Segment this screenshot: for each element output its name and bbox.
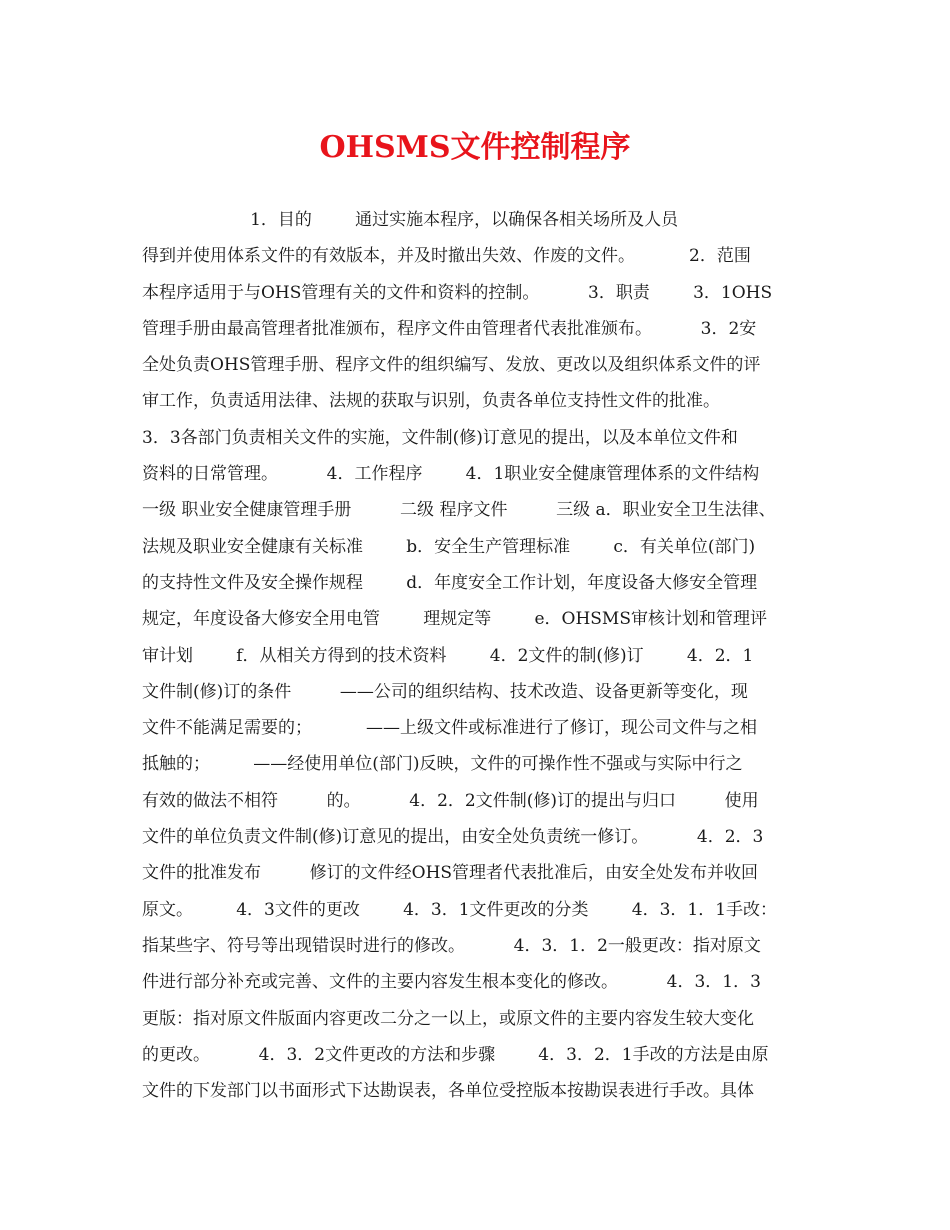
body-line: 3．3各部门负责相关文件的实施，文件制(修)订意见的提出，以及本单位文件和 — [142, 427, 738, 448]
body-line: 一级 职业安全健康管理手册 二级 程序文件 三级 a．职业安全卫生法律、 — [142, 500, 776, 521]
body-line: 1．目的 通过实施本程序，以确保各相关场所及人员 — [142, 210, 679, 230]
body-line: 审工作，负责适用法律、法规的获取与识别，负责各单位支持性文件的批准。 — [142, 391, 720, 412]
body-line: 原文。 4．3文件的更改 4．3．1文件更改的分类 4．3．1．1手改： — [142, 899, 778, 920]
body-line: 抵触的； ——经使用单位(部门)反映，文件的可操作性不强或与实际中行之 — [142, 754, 743, 775]
body-line: 有效的做法不相符 的。 4．2．2文件制(修)订的提出与归口 使用 — [142, 790, 759, 811]
body-line: 件进行部分补充或完善、文件的主要内容发生根本变化的修改。 4．3．1．3 — [142, 972, 761, 993]
body-line: 规定，年度设备大修安全用电管 理规定等 e．OHSMS审核计划和管理评 — [142, 609, 767, 630]
body-line: 指某些字、符号等出现错误时进行的修改。 4．3．1．2一般更改：指对原文 — [142, 935, 761, 956]
body-line: 得到并使用体系文件的有效版本，并及时撤出失效、作废的文件。 2．范围 — [142, 246, 751, 267]
body-line: 审计划 f．从相关方得到的技术资料 4．2文件的制(修)订 4．2．1 — [142, 645, 754, 666]
body-line: 资料的日常管理。 4．工作程序 4．1职业安全健康管理体系的文件结构 — [142, 464, 760, 485]
body-line: 法规及职业安全健康有关标准 b．安全生产管理标准 c．有关单位(部门) — [142, 536, 756, 557]
body-line: 全处负责OHS管理手册、程序文件的组织编写、发放、更改以及组织体系文件的评 — [142, 355, 761, 376]
body-line: 管理手册由最高管理者批准颁布，程序文件由管理者代表批准颁布。 3．2安 — [142, 318, 757, 339]
document-body — [142, 206, 814, 1113]
body-line: 本程序适用于与OHS管理有关的文件和资料的控制。 3．职责 3．1OHS — [142, 282, 773, 303]
body-line: 文件的下发部门以书面形式下达勘误表，各单位受控版本按勘误表进行手改。具体 — [142, 1081, 754, 1102]
body-line: 更版：指对原文件版面内容更改二分之一以上，或原文件的主要内容发生较大变化 — [142, 1008, 754, 1029]
body-line: 文件不能满足需要的； ——上级文件或标准进行了修订，现公司文件与之相 — [142, 718, 758, 739]
body-line: 文件的批准发布 修订的文件经OHS管理者代表批准后，由安全处发布并收回 — [142, 863, 759, 884]
body-line: 文件制(修)订的条件 ——公司的组织结构、技术改造、设备更新等变化，现 — [142, 681, 748, 702]
body-line: 文件的单位负责文件制(修)订意见的提出，由安全处负责统一修订。 4．2．3 — [142, 827, 764, 848]
body-line: 的更改。 4．3．2文件更改的方法和步骤 4．3．2．1手改的方法是由原 — [142, 1044, 769, 1065]
document-title: OHSMS文件控制程序 — [319, 130, 631, 165]
body-line: 的支持性文件及安全操作规程 d．年度安全工作计划，年度设备大修安全管理 — [142, 572, 758, 593]
